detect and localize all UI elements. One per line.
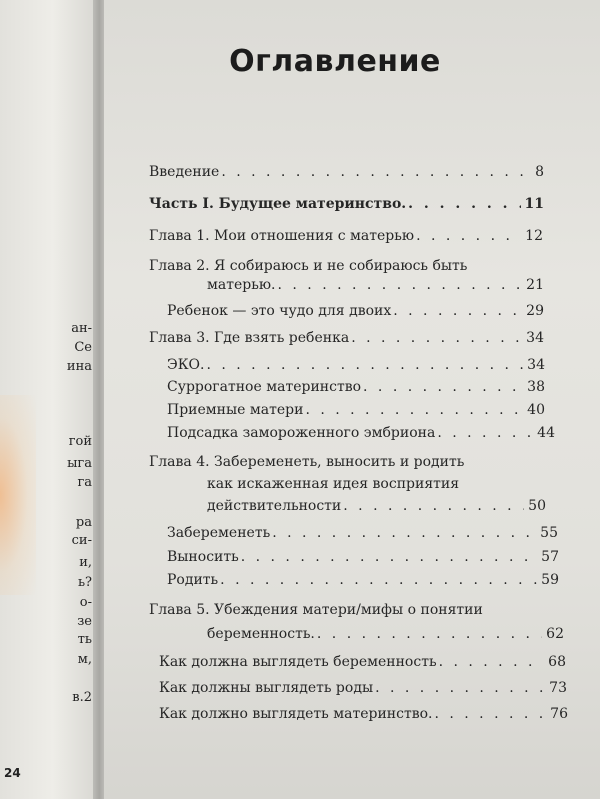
toc-page-number: 29 xyxy=(526,303,544,319)
toc-entry xyxy=(167,549,559,565)
toc-entry-title: ЭКО. xyxy=(167,357,205,373)
toc-leader-dots xyxy=(437,425,533,441)
left-page-text-line: ан- xyxy=(71,321,92,336)
toc-entry-part xyxy=(149,196,544,212)
toc-entry xyxy=(159,680,567,696)
toc-entry xyxy=(167,303,544,319)
left-page-text-line: ть xyxy=(77,632,92,647)
toc-entry xyxy=(149,330,544,346)
toc-entry-title: Родить xyxy=(167,572,219,588)
toc-leader-dots xyxy=(317,626,542,642)
toc-entry-title: Глава 3. Где взять ребенка xyxy=(149,330,350,346)
toc-entry-title: Приемные матери xyxy=(167,402,304,418)
toc-leader-dots xyxy=(305,402,523,418)
left-page-text-line: ина xyxy=(66,359,92,374)
toc-entry-title: Подсадка замороженного эмбриона xyxy=(167,425,436,441)
toc-leader-dots xyxy=(241,549,537,565)
toc-entry-title: Часть I. Будущее материнство. xyxy=(149,196,407,212)
toc-page-number: 38 xyxy=(527,379,545,395)
toc-page-number: 11 xyxy=(524,196,544,212)
toc-entry-title: Как должно выглядеть материнство. xyxy=(159,706,433,722)
toc-page-number: 34 xyxy=(527,357,545,373)
left-page-text-line: Се xyxy=(74,340,92,355)
toc-leader-dots xyxy=(351,330,522,346)
toc-entry-title: Забеременеть xyxy=(167,525,271,541)
toc-page-number: 57 xyxy=(541,549,559,565)
toc-leader-dots xyxy=(434,706,546,722)
light-glare xyxy=(0,395,36,595)
toc-leader-dots xyxy=(363,379,523,395)
toc-entry-title-continuation: матерью. xyxy=(207,277,276,293)
left-page-text-line: си- xyxy=(71,533,92,548)
toc-entry-title: Как должны выглядеть роды xyxy=(159,680,374,696)
toc-page-number: 68 xyxy=(548,654,566,670)
toc-entry xyxy=(159,706,568,722)
toc-page-number: 40 xyxy=(527,402,545,418)
toc-entry xyxy=(149,164,544,180)
toc-leader-dots xyxy=(375,680,545,696)
page-title: Оглавление xyxy=(229,44,441,79)
left-page-text-line: о- xyxy=(79,595,92,610)
toc-entry-title: Как должна выглядеть беременность xyxy=(159,654,437,670)
toc-entry xyxy=(167,425,555,441)
toc-leader-dots xyxy=(221,164,531,180)
toc-page-number: 44 xyxy=(537,425,555,441)
toc-entry xyxy=(167,572,559,588)
toc-entry-title: Глава 2. Я собираюсь и не собираюсь быть xyxy=(149,258,468,274)
page-number: 24 xyxy=(4,766,21,780)
toc-entry-title: Глава 5. Убеждения матери/мифы о понятии xyxy=(149,602,483,618)
toc-page-number: 76 xyxy=(550,706,568,722)
left-page-text-line: м, xyxy=(77,652,92,667)
toc-page-number: 50 xyxy=(528,498,546,514)
toc-leader-dots xyxy=(278,277,523,293)
left-page-text-line: га xyxy=(77,475,92,490)
toc-leader-dots xyxy=(272,525,536,541)
left-page-text-line: ь? xyxy=(77,575,92,590)
toc-entry xyxy=(167,379,545,395)
toc-page-number: 59 xyxy=(541,572,559,588)
left-page-text-line: ыга xyxy=(67,456,92,471)
toc-entry xyxy=(207,626,564,642)
left-page-text-line: ра xyxy=(75,515,92,530)
toc-entry xyxy=(167,402,545,418)
toc-entry xyxy=(207,498,546,514)
toc-entry-title: Введение xyxy=(149,164,220,180)
toc-page-number: 12 xyxy=(525,228,543,244)
toc-entry-title-continuation: беременность. xyxy=(207,626,315,642)
toc-leader-dots xyxy=(393,303,522,319)
left-page-text-line: зе xyxy=(77,614,92,629)
toc-entry-title: Глава 1. Мои отношения с матерью xyxy=(149,228,415,244)
toc-entry-title: Ребенок — это чудо для двоих xyxy=(167,303,392,319)
toc-leader-dots xyxy=(416,228,521,244)
toc-entry xyxy=(149,228,543,244)
toc-leader-dots xyxy=(408,196,520,212)
toc-entry-title: Глава 4. Забеременеть, выносить и родить xyxy=(149,454,465,470)
left-page-text-line: и, xyxy=(79,555,92,570)
toc-leader-dots xyxy=(439,654,545,670)
toc-entry xyxy=(207,277,544,293)
toc-leader-dots xyxy=(343,498,524,514)
toc-entry xyxy=(167,525,558,541)
toc-entry-title: Выносить xyxy=(167,549,239,565)
toc-page-number: 62 xyxy=(546,626,564,642)
toc-leader-dots xyxy=(220,572,537,588)
toc-page-number: 55 xyxy=(540,525,558,541)
toc-entry xyxy=(159,654,566,670)
toc-entry-title-continuation: действительности xyxy=(207,498,342,514)
toc-entry-title-continuation: как искаженная идея восприятия xyxy=(207,476,460,492)
left-page-text-line: в.2 xyxy=(72,690,92,705)
toc-entry-title: Суррогатное материнство xyxy=(167,379,362,395)
left-page-text-line: гой xyxy=(68,434,92,449)
toc-page-number: 21 xyxy=(526,277,544,293)
toc-leader-dots xyxy=(206,357,523,373)
toc-page-number: 34 xyxy=(526,330,544,346)
toc-page-number: 8 xyxy=(535,164,544,180)
toc-entry xyxy=(167,357,545,373)
left-page xyxy=(0,0,96,799)
toc-page-number: 73 xyxy=(549,680,567,696)
